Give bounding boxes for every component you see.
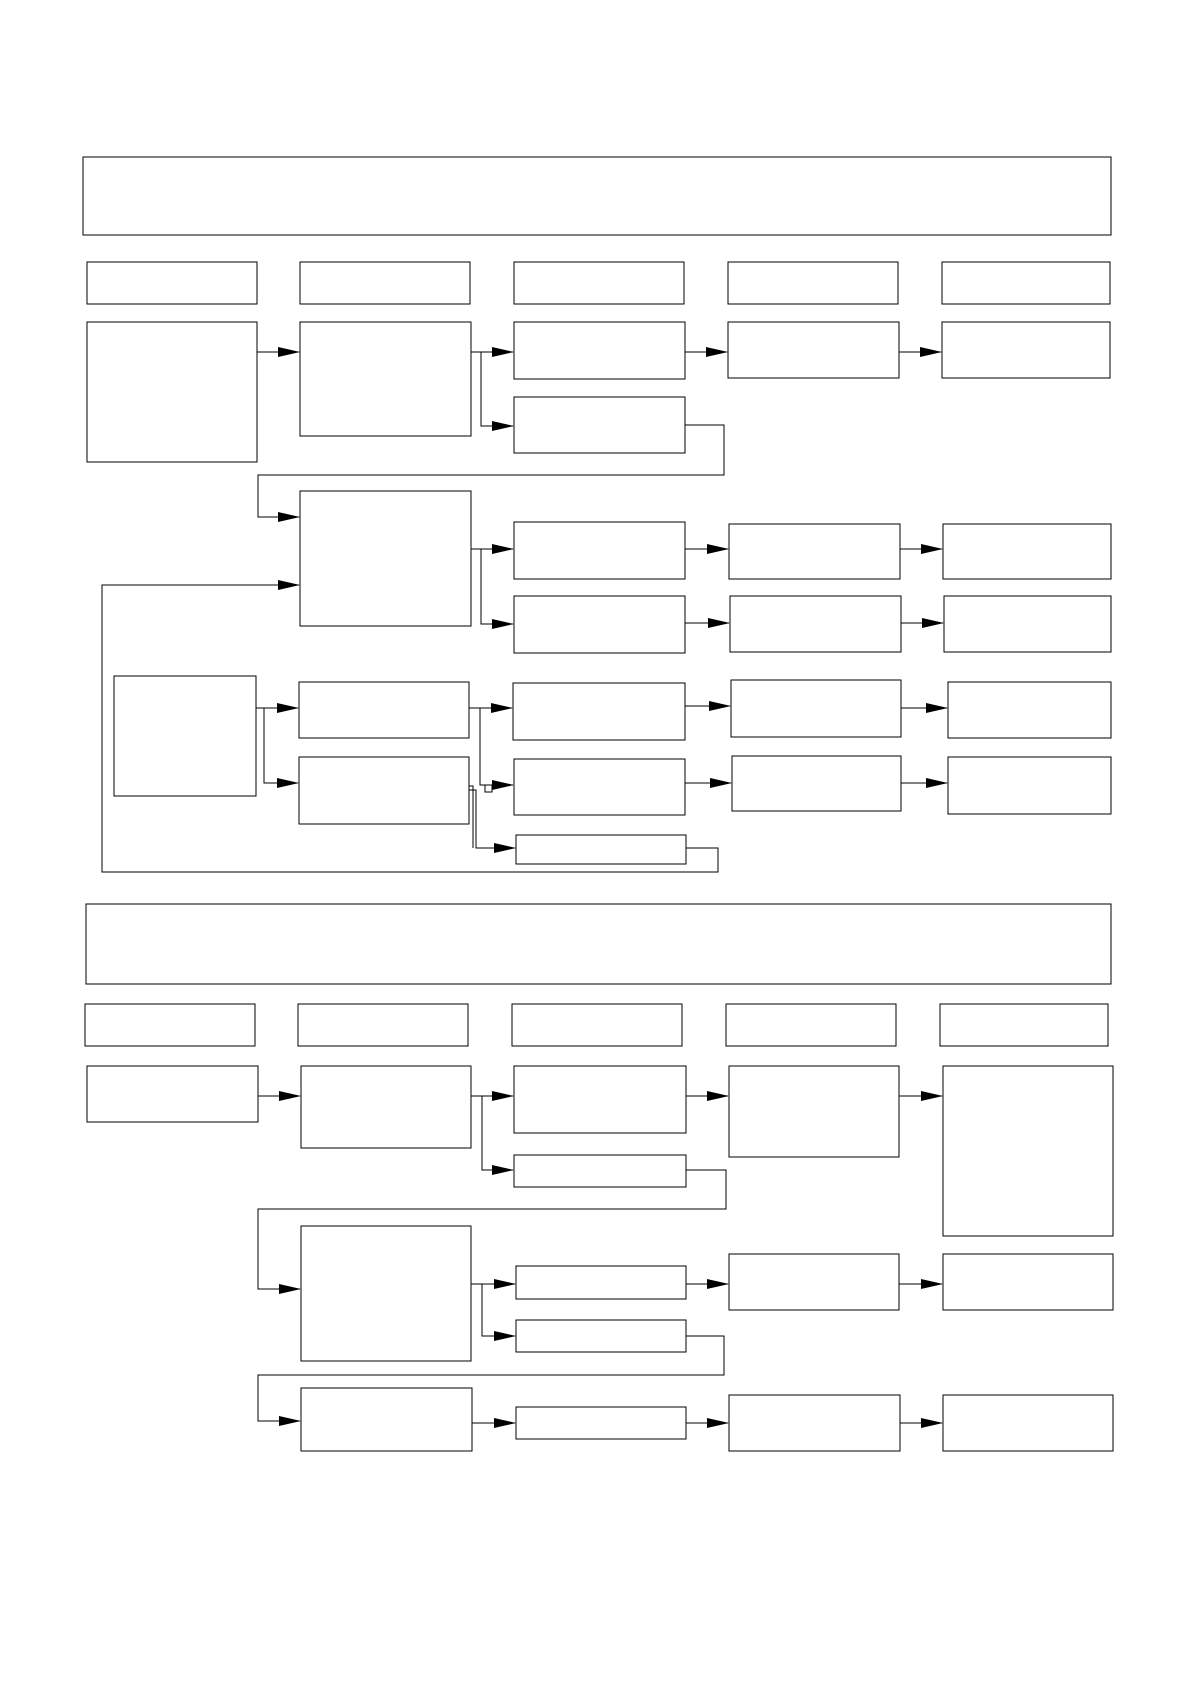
s1-node-b3	[514, 522, 685, 579]
s2-node-d2	[301, 1066, 471, 1148]
section-2-column-header-5	[940, 1004, 1108, 1046]
s1-node-c1	[114, 676, 256, 796]
s1-node-b5	[943, 524, 1111, 579]
section-1-column-header-3	[514, 262, 684, 304]
section-2-column-header-4	[726, 1004, 896, 1046]
s2-node-e2	[301, 1226, 471, 1361]
s1-node-a5	[942, 322, 1110, 378]
s1-node-c5b	[948, 757, 1111, 814]
s1-node-b2	[300, 491, 471, 626]
s1-node-b4	[729, 524, 900, 579]
connector	[481, 352, 513, 426]
s2-node-e3	[516, 1266, 686, 1299]
s1-node-b4b	[730, 596, 901, 652]
s1-node-b5b	[944, 596, 1111, 652]
section-1-column-header-2	[300, 262, 470, 304]
s2-node-d4	[729, 1066, 899, 1157]
connector	[485, 785, 492, 792]
connector	[469, 790, 515, 848]
s2-node-f3	[516, 1407, 686, 1439]
s2-node-f2	[301, 1388, 472, 1451]
section-2-column-header-2	[298, 1004, 468, 1046]
section-2-column-header-1	[85, 1004, 255, 1046]
s2-node-f4	[729, 1395, 900, 1451]
connector	[482, 1096, 513, 1170]
section-1-column-header-1	[87, 262, 257, 304]
s2-node-d3b	[514, 1155, 686, 1187]
s2-node-e5	[943, 1254, 1113, 1310]
s1-node-a2	[300, 322, 471, 436]
s1-node-a3	[514, 322, 685, 379]
section-2-column-header-3	[512, 1004, 682, 1046]
connector	[264, 708, 298, 783]
s2-node-e3b	[516, 1320, 686, 1352]
s1-node-b3b	[514, 596, 685, 653]
s2-node-d1	[87, 1066, 258, 1122]
s1-node-c2b	[299, 757, 469, 824]
s1-node-c3c	[516, 835, 686, 864]
s1-node-c4	[731, 680, 901, 737]
section-1-column-header-5	[942, 262, 1110, 304]
s2-node-f5	[943, 1395, 1113, 1451]
section-1-column-header-4	[728, 262, 898, 304]
connector	[469, 786, 473, 848]
s1-node-a1	[87, 322, 257, 462]
s1-node-c2	[299, 682, 469, 738]
connector	[481, 549, 513, 624]
s2-node-d5	[943, 1066, 1113, 1236]
section-1-header-box	[83, 157, 1111, 235]
s1-node-c3b	[514, 759, 685, 815]
s1-node-a4	[728, 322, 899, 378]
section-2-header-box	[86, 904, 1111, 984]
s1-node-a3b	[514, 397, 685, 453]
s1-node-c4b	[732, 756, 901, 811]
connector	[482, 1284, 515, 1336]
s1-node-c3	[513, 683, 685, 740]
s1-node-c5	[948, 682, 1111, 738]
s2-node-e4	[729, 1254, 899, 1310]
connector	[480, 708, 513, 785]
s2-node-d3	[514, 1066, 686, 1133]
